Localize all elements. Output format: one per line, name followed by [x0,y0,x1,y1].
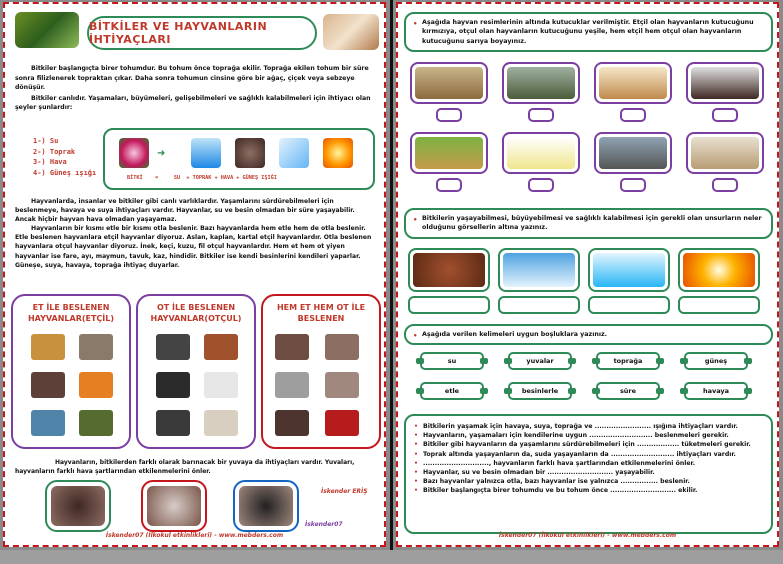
puppy-image [691,137,759,169]
answer-box[interactable] [712,108,738,122]
need-item: 2-) Toprak [33,147,76,156]
soil-image-frame [408,248,490,292]
word-card: su [420,352,484,370]
carnivores-title: ET İLE BESLENEN HAYVANLAR(ETÇİL) [27,303,115,323]
omnivores-box [261,294,381,449]
left-footer: İskender07 (İlkokul etkinlikleri) - www.mebders.com [105,532,284,539]
hen-image [325,410,359,436]
leopard-image-frame [410,132,488,174]
answer-box[interactable] [620,108,646,122]
sun-image [323,138,353,168]
intro-paragraph-2: Bitkiler canlıdır. Yaşamaları, büyümeleri, gelişebilmeleri ve sağlıklı kalabilmeleri için ihtiyacı olan şeyler şunlardır: [15,94,371,112]
sentence-item: • Bazı hayvanlar yalnızca otla, bazı hayvanlar ise yalnızca ................ beslenir. [414,477,763,486]
sentence-item: • Toprak altında yaşayanların da, suda yaşayanların da ........................... ihtiyaçları vardır. [414,450,763,459]
water-photo [593,253,665,287]
goose-image [275,372,309,398]
answer-box[interactable] [436,178,462,192]
word-card: süre [596,382,660,400]
herbivores-title: OT İLE BESLENEN HAYVANLAR(OTÇUL) [150,303,242,323]
sentence-item: • Bitkilerin yaşamak için havaya, suya, toprağa ve ........................ ışığına ihtiyaçları vardır. [414,422,763,431]
need-item: 3-) Hava [33,158,67,166]
turkey-image-frame [686,62,764,104]
bullet-icon: • [413,20,418,28]
sun-photo [683,253,755,287]
answer-box[interactable] [620,178,646,192]
sentence-item: • ............................, hayvanların farklı hava şartlarından etkilenmelerini önler. [414,459,763,468]
cow-image [156,334,190,360]
closing-paragraph: Hayvanların, bitkilerden farklı olarak barınacak bir yuvaya da ihtiyaçları vardır. Yuvaları, hayvanların farklı hava şartlarından etkilenmelerini önler. [15,459,355,475]
antelope-image-frame [410,62,488,104]
right-footer: İskender07 (İlkokul etkinlikleri) - www.mebders.com [498,532,677,539]
need-item: 4-) Güneş ışığı [33,168,97,177]
page-divider [390,0,393,564]
right-page [396,2,779,547]
monkey-image [325,334,359,360]
eagle-image [31,372,65,398]
sentence-item: • Bitkiler gibi hayvanların da yaşamlarını sürdürebilmeleri için .................. tüketmeleri gerekir. [414,440,763,449]
sky-photo [503,253,575,287]
turkey-image [275,410,309,436]
antelope-image [415,67,483,99]
author-signature: İskender ERİŞ [321,488,368,495]
word-card: toprağa [596,352,660,370]
animals-text [15,197,375,270]
pets-image [323,14,379,50]
animals-paragraph-1: Hayvanlarda, insanlar ve bitkiler gibi canlı varlıklardır. Yaşamlarını sürdürebilmeleri için beslenmeye, havaya ve suya ihtiyaçları vardır. Hayvanlar, su ve besin olmadan bir süre yaşayabilir. Ancak hiçbir hayvan hava olmadan yaşayamaz. [15,198,355,224]
instruction-box-1 [404,12,773,52]
word-card: etle [420,382,484,400]
need-answer-box[interactable] [588,296,670,314]
instruction-1: Aşağıda hayvan resimlerinin altında kutucuklar verilmiştir. Etçil olan hayvanların kutucuğunu kırmızıya, otçul olan hayvanların kutucuğunu yeşile, hem etçil hem otçul olan hayvanların kutucuğunu sarıya boyayınız. [422,19,754,45]
mouse-image [325,372,359,398]
plant-formula: BİTKİ = SU + TOPRAK + HAVA + GÜNEŞ IŞIĞI [127,175,277,181]
carnivores-box [11,294,131,449]
need-answer-box[interactable] [678,296,760,314]
bottom-bar [0,550,783,564]
page-title: BİTKİLER VE HAYVANLARIN İHTİYAÇLARI [89,20,268,46]
water-image [191,138,221,168]
ducks-image-frame [502,132,580,174]
left-page [3,2,386,547]
plants-image [15,12,79,48]
answer-box[interactable] [528,108,554,122]
air-image [279,138,309,168]
sheep-image [204,410,238,436]
need-item: 1-) Su [33,137,59,145]
nest-image [147,486,201,526]
turkey-photo [691,67,759,99]
answer-box[interactable] [528,178,554,192]
instruction-box-3 [404,324,773,345]
word-card: besinlerle [508,382,572,400]
intro-paragraph-1: Bitkiler başlangıçta birer tohumdur. Bu tohum önce toprağa ekilir. Toprağa ekilen tohum bir süre sonra filizlenerek topraktan çıkar. Daha sonra tohumun cinsine göre bir ağaç, çiçek veya sebzeye dönüşür. [15,65,369,92]
elephant-image [599,137,667,169]
sentence-item: • Hayvanlar, su ve besin olmadan bir ............................ yaşayabilir. [414,468,763,477]
ducks-image [507,137,575,169]
lion-image [31,334,65,360]
flower-image [119,138,149,168]
instruction-3: Aşağıda verilen kelimeleri uygun boşluklara yazınız. [422,331,608,338]
burrow-image [51,486,105,526]
need-answer-box[interactable] [408,296,490,314]
answer-box[interactable] [712,178,738,192]
herbivores-box [136,294,256,449]
goat-image [156,410,190,436]
bull-image [156,372,190,398]
leopard-image [415,137,483,169]
omnivores-title: HEM ET HEM OT İLE BESLENEN [276,303,366,323]
author-tag: İskender07 [305,521,343,528]
crocodile-image [79,410,113,436]
instruction-box-2 [404,208,773,239]
burrow-image-frame [45,480,111,532]
sun-image-frame [678,248,760,292]
closing-text [15,459,375,476]
plant-formula-box [103,128,375,190]
horse-image [204,334,238,360]
sentence-list [414,422,763,496]
puppy-image-frame [686,132,764,174]
fill-in-blanks-box [404,414,773,534]
nest-image-frame [141,480,207,532]
word-card: havaya [684,382,748,400]
word-card: güneş [684,352,748,370]
animals-paragraph-2: Hayvanların bir kısmı etle bir kısmı otla beslenir. Bazı hayvanlarda hem etle hem de otla beslenir. Etle beslenen hayvanlara etçil hayvanlar diyoruz. Aslan, kaplan, kartal etçil hayvanlardır. Otla beslenen hayvanlara otçul hayvanlar diyoruz. İnek, keçi, kuzu, fil otçul hayvanlardır. Hem et hem ot yiyen hayvanlar ise fare, ayı, maymun, tavuk, kaz, hindidir. Bitkiler ise kendi besinlerini kendileri yaparlar. Güneşe, suya, havaya, toprağa ihtiyaç duyarlar. [15,225,372,269]
sentence-item: • Hayvanların, yaşamaları için kendilerine uygun ........................... beslenmeleri gerekir. [414,431,763,440]
intro-text [15,64,375,114]
soil-image [235,138,265,168]
crocodile-photo [507,67,575,99]
needs-list [33,136,96,178]
instruction-2: Bitkilerin yaşayabilmesi, büyüyebilmesi ve sağlıklı kalabilmesi için gerekli olan unsurların neler olduğunu görsellerin altına yazınız. [422,215,762,232]
den-image [239,486,293,526]
word-card: yuvalar [508,352,572,370]
need-answer-box[interactable] [498,296,580,314]
air-image-frame [498,248,580,292]
sentence-item: • Bitkiler başlangıçta birer tohumdu ve bu tohum önce ............................ ekilir. [414,486,763,495]
tiger-image [79,372,113,398]
arrow-icon: ➜ [157,148,166,159]
water-image-frame [588,248,670,292]
crocodile-image-frame [502,62,580,104]
den-image-frame [233,480,299,532]
wolf-image [79,334,113,360]
bullet-icon: • [413,216,418,224]
answer-box[interactable] [436,108,462,122]
shark-image [31,410,65,436]
camel-image-frame [594,62,672,104]
soil-photo [413,253,485,287]
rabbit-image [204,372,238,398]
title-banner [87,16,317,50]
bear-image [275,334,309,360]
elephant-image-frame [594,132,672,174]
bullet-icon: • [413,332,418,340]
camel-image [599,67,667,99]
